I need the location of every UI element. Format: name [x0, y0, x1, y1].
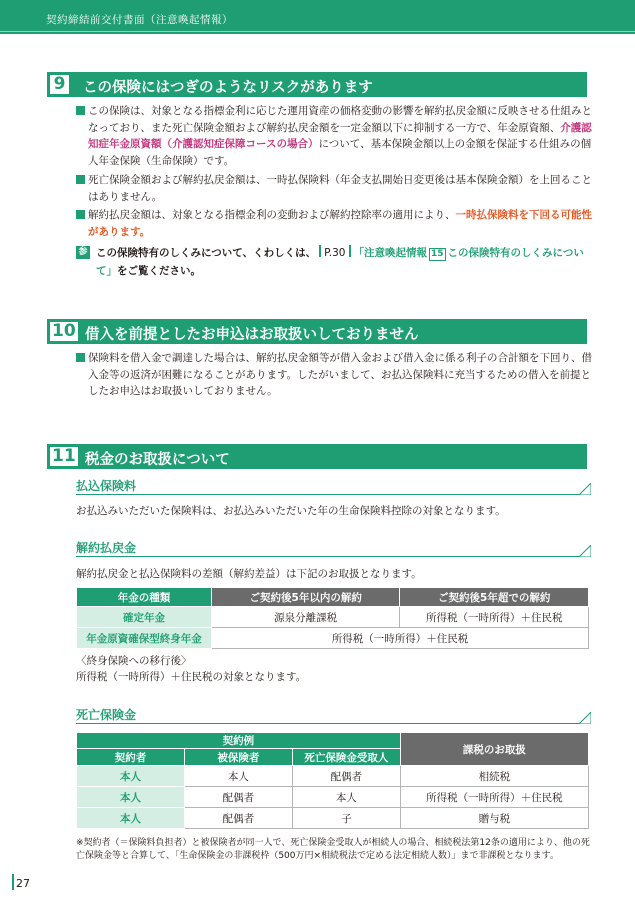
table2-cell: 子	[292, 808, 400, 829]
bullet-1-text-b: について、基本保険金額以上の金額を保証する仕組みの個人年金保険（生命保険）です。	[88, 138, 592, 167]
bullet-1-highlight: 介護認知症年金原資額（介護認知症保障コースの場合）	[88, 121, 592, 150]
table2-cell: 本人	[184, 766, 292, 787]
after-conversion-label: 〈終身保険への移行後〉	[76, 655, 192, 667]
reference-text-b: 「注意喚起情報	[353, 247, 427, 259]
table1-row2-tax: 所得税（一時所得）＋住民税	[211, 628, 588, 649]
reference-text-a: この保険特有のしくみについて、くわしくは、	[96, 247, 317, 259]
section-9-title: この保険にはつぎのようなリスクがあります	[83, 80, 373, 96]
page-number: 27	[16, 877, 30, 890]
table1-header-within5: ご契約後5年以内の解約	[211, 588, 399, 607]
table-row	[77, 808, 589, 829]
section-9-number: 9	[49, 74, 70, 95]
table-row	[77, 766, 589, 787]
after-conversion-text: 所得税（一時所得）＋住民税の対象となります。	[76, 671, 307, 683]
section-10-text: 保険料を借入金で調達した場合は、解約払戻金額等が借入金および借入金に係る利子の合計額を下回り、借入金等の返済が困難になることがあります。したがいまして、お払込保険料に充当するための借入を前提としたお申込はお取扱いしておりません。	[88, 352, 592, 397]
premium-text: お払込みいただいた保険料は、お払込みいただいた年の生命保険料控除の対象となります。	[76, 505, 506, 517]
bullet-square-icon	[76, 175, 85, 184]
subheading-surrender-label: 解約払戻金	[76, 541, 137, 555]
footnote: ※契約者（＝保険料負担者）と被保険者が同一人で、死亡保険金受取人が相続人の場合、相続税法第12条の適用により、他の死亡保険金等と合算して、「生命保険金の非課税枠（500万円×相続税法で定める法定相続人数）」まで非課税となります。	[76, 838, 590, 861]
table2-cell: 贈与税	[400, 808, 588, 829]
table2-cell: 配偶者	[184, 808, 292, 829]
corner-slash-icon	[579, 483, 591, 495]
table2-header-beneficiary: 死亡保険金受取人	[292, 749, 400, 766]
header-bar	[0, 0, 635, 34]
subheading-death-benefit-label: 死亡保険金	[76, 708, 137, 722]
table2-cell: 本人	[77, 787, 185, 808]
header-title: 契約締結前交付書面（注意喚起情報）	[46, 14, 233, 26]
subheading-premium-label: 払込保険料	[76, 479, 137, 493]
table2-header-group: 契約例	[77, 733, 401, 749]
table1-header-type: 年金の種類	[77, 588, 212, 607]
section-9-bullet-3	[76, 207, 596, 240]
death-benefit-tax-table	[76, 732, 589, 829]
subheading-rule	[76, 494, 579, 495]
surrender-text: 解約払戻金と払込保険料の差額（解約差益）は下記のお取扱となります。	[76, 568, 422, 580]
table2-header-contractor: 契約者	[77, 749, 185, 766]
table2-cell: 本人	[292, 787, 400, 808]
table1-row1-over5: 所得税（一時所得）＋住民税	[400, 607, 589, 628]
reference-text-c: この保険特有のしくみについて」	[96, 247, 584, 277]
section-11-heading	[47, 444, 587, 469]
section-11-title: 税金のお取扱について	[85, 452, 230, 468]
subheading-premium	[76, 477, 591, 493]
table2-header-tax: 課税のお取扱	[400, 733, 588, 766]
table2-cell: 本人	[77, 808, 185, 829]
section-10-title: 借入を前提としたお申込はお取扱いしておりません	[85, 327, 419, 343]
page-marker-icon	[349, 245, 351, 257]
section-9-heading	[47, 72, 587, 97]
table1-row1-type: 確定年金	[77, 607, 212, 628]
bullet-square-icon	[76, 353, 85, 362]
bullet-3-text: 解約払戻金額は、対象となる指標金利の変動および解約控除率の適用により、	[88, 209, 456, 221]
section-9-reference	[76, 244, 596, 280]
subheading-surrender	[76, 539, 591, 555]
subheading-death-benefit	[76, 706, 591, 722]
table1-row2-type: 年金原資確保型終身年金	[77, 628, 212, 649]
reference-page[interactable]: P.30	[324, 247, 346, 259]
bullet-square-icon	[76, 210, 85, 219]
reference-number-badge: 15	[431, 249, 444, 259]
bullet-1-text-a: この保険は、対象となる指標金利に応じた運用資産の価格変動の影響を解約払戻金額に反映させる仕組みとなっており、また死亡保険金額および解約払戻金額を一定金額以下に抑制する一方で、年金原資額、	[88, 105, 592, 134]
table2-cell: 配偶者	[292, 766, 400, 787]
subheading-rule	[76, 556, 579, 557]
table2-cell: 配偶者	[184, 787, 292, 808]
bullet-2-text: 死亡保険金額および解約払戻金額は、一時払保険料（年金支払開始日変更後は基本保険金額）を上回ることはありません。	[88, 174, 592, 203]
section-11-number: 11	[49, 446, 79, 467]
table2-cell: 相続税	[400, 766, 588, 787]
reference-book-icon: 参	[76, 246, 90, 259]
table2-cell: 本人	[77, 766, 185, 787]
table2-header-insured: 被保険者	[184, 749, 292, 766]
reference-text-d: をご覧ください。	[117, 265, 201, 277]
table1-header-over5: ご契約後5年超での解約	[400, 588, 589, 607]
section-10-heading	[47, 319, 587, 344]
header-divider	[0, 31, 635, 32]
surrender-tax-table	[76, 587, 589, 649]
table1-row1-within5: 源泉分離課税	[211, 607, 399, 628]
section-10-number: 10	[49, 321, 79, 342]
subheading-rule	[76, 723, 579, 724]
section-9-bullet-2	[76, 172, 596, 205]
bullet-3-highlight: 一時払保険料を下回る可能性があります。	[88, 209, 592, 238]
section-10-bullet-1	[76, 350, 596, 400]
bullet-square-icon	[76, 106, 85, 115]
page-marker-icon	[319, 245, 321, 257]
corner-slash-icon	[579, 545, 591, 557]
page-number-bar	[12, 874, 14, 890]
table2-cell: 所得税（一時所得）＋住民税	[400, 787, 588, 808]
table-row	[77, 787, 589, 808]
section-9-bullet-1	[76, 103, 596, 169]
corner-slash-icon	[579, 712, 591, 724]
